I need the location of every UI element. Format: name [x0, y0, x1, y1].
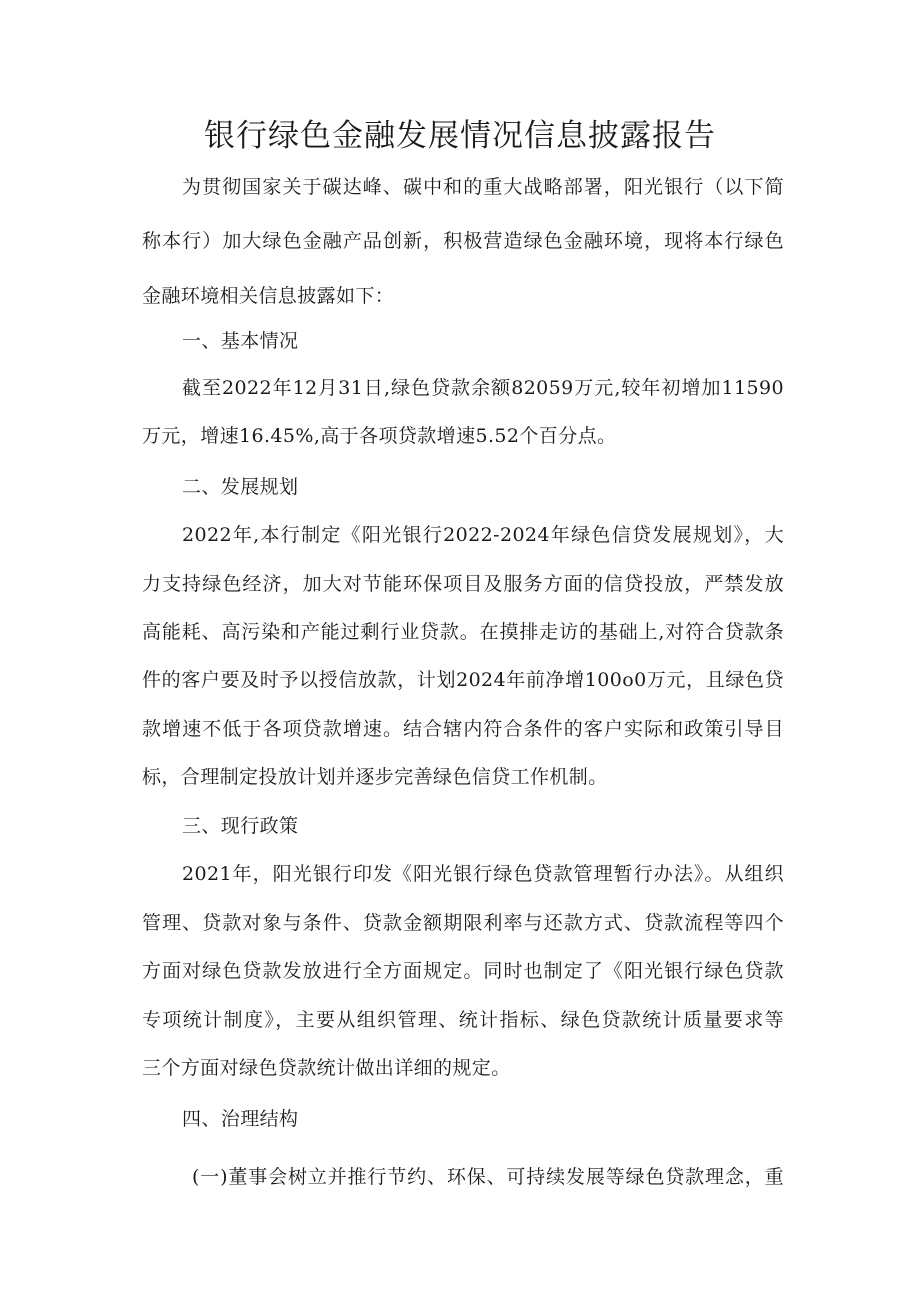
section3-line-2: 管理、贷款对象与条件、贷款金额期限利率与还款方式、贷款流程等四个	[142, 912, 784, 934]
section3-line-4: 专项统计制度》，主要从组织管理、统计指标、绿色贷款统计质量要求等	[142, 1009, 784, 1031]
intro-line-2: 称本行）加大绿色金融产品创新，积极营造绿色金融环境，现将本行绿色	[142, 230, 784, 252]
document-title: 银行绿色金融发展情况信息披露报告	[204, 118, 716, 154]
section4-heading: 四、治理结构	[182, 1108, 299, 1130]
section1-heading: 一、基本情况	[182, 330, 299, 352]
section3-heading: 三、现行政策	[182, 815, 299, 837]
section3-line-1: 2021年，阳光银行印发《阳光银行绿色贷款管理暂行办法》。从组织	[182, 863, 784, 885]
section2-line-5: 款增速不低于各项贷款增速。结合辖内符合条件的客户实际和政策引导目	[142, 718, 784, 740]
intro-line-1: 为贯彻国家关于碳达峰、碳中和的重大战略部署，阳光银行（以下简	[182, 176, 784, 198]
section1-line-1: 截至2022年12月31日,绿色贷款余额82059万元,较年初增加11590	[182, 377, 784, 399]
section1-line-2: 万元，增速16.45%,高于各项贷款增速5.52个百分点。	[142, 425, 617, 447]
section2-line-6: 标，合理制定投放计划并逐步完善绿色信贷工作机制。	[142, 766, 608, 788]
section2-line-4: 件的客户要及时予以授信放款，计划2024年前净增100o0万元，且绿色贷	[142, 669, 784, 691]
section3-line-5: 三个方面对绿色贷款统计做出详细的规定。	[142, 1057, 511, 1079]
section4-line-1: (一)董事会树立并推行节约、环保、可持续发展等绿色贷款理念，重	[192, 1166, 784, 1188]
section2-line-3: 高能耗、高污染和产能过剩行业贷款。在摸排走访的基础上,对符合贷款条	[142, 621, 784, 643]
intro-line-3: 金融环境相关信息披露如下：	[142, 285, 395, 307]
section2-line-1: 2022年,本行制定《阳光银行2022-2024年绿色信贷发展规划》，大	[182, 524, 784, 546]
section3-line-3: 方面对绿色贷款发放进行全方面规定。同时也制定了《阳光银行绿色贷款	[142, 960, 784, 982]
section2-line-2: 力支持绿色经济，加大对节能环保项目及服务方面的信贷投放，严禁发放	[142, 573, 784, 595]
section2-heading: 二、发展规划	[182, 476, 299, 498]
